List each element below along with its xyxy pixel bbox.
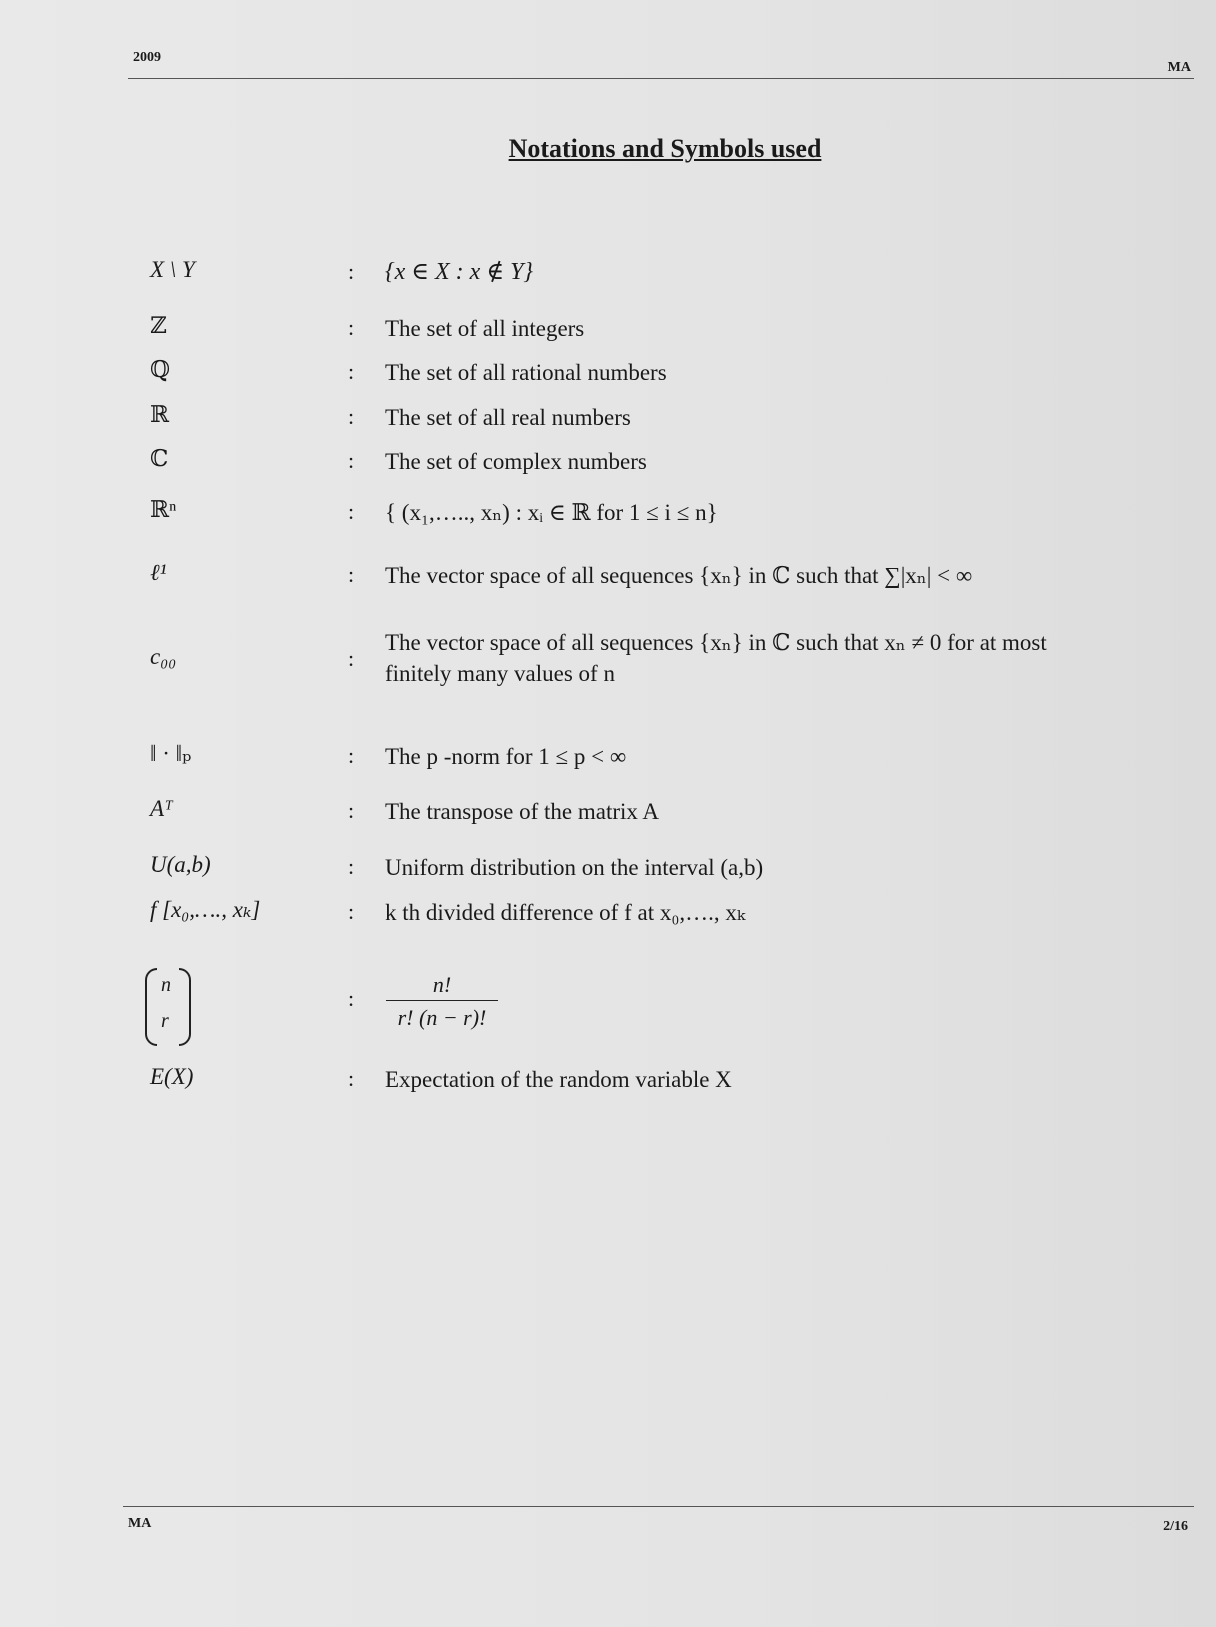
notation-desc: The set of all real numbers — [385, 405, 631, 430]
notation-colon: : — [348, 646, 355, 671]
page-number: 2/16 — [1163, 1519, 1188, 1534]
notation-colon: : — [348, 1066, 355, 1091]
notation-symbol: f [x₀,…., xₖ] — [150, 897, 261, 922]
binomial-fraction — [386, 972, 498, 1031]
notation-symbol: ℚ — [150, 357, 171, 382]
footer-rule — [123, 1506, 1194, 1507]
header-rule — [128, 78, 1194, 79]
notation-symbol: ℝ — [150, 402, 170, 427]
notation-colon: : — [348, 743, 355, 768]
notation-desc: The vector space of all sequences {xₙ} in ℂ such that xₙ ≠ 0 for at most — [385, 630, 1047, 655]
notation-desc: The set of all rational numbers — [385, 360, 667, 385]
fraction-numerator: n! — [386, 972, 498, 1001]
header-paper-code: MA — [1167, 60, 1191, 75]
notation-symbol: ℝⁿ — [150, 497, 177, 522]
notation-desc: The set of complex numbers — [385, 449, 647, 474]
notation-desc: Expectation of the random variable X — [385, 1067, 732, 1092]
binomial-top: n — [161, 974, 171, 996]
notation-desc: Uniform distribution on the interval (a,b) — [385, 855, 764, 880]
notation-symbol: E(X) — [150, 1064, 194, 1089]
notation-colon: : — [348, 562, 355, 587]
notation-colon: : — [348, 798, 355, 823]
notation-desc: The set of all integers — [385, 316, 585, 341]
notation-colon: : — [348, 359, 355, 384]
header-year: 2009 — [133, 50, 161, 65]
footer-paper-code: MA — [128, 1516, 152, 1531]
notation-colon: : — [348, 315, 355, 340]
notation-symbol: c₀₀ — [150, 644, 177, 669]
notation-symbol: U(a,b) — [150, 852, 211, 877]
notation-symbol: ‖ · ‖ₚ — [150, 741, 192, 766]
fraction-denominator: r! (n − r)! — [397, 1005, 487, 1030]
notation-colon: : — [348, 259, 355, 284]
notation-symbol: X \ Y — [150, 257, 195, 282]
notation-symbol: ℂ — [150, 446, 169, 471]
notation-colon: : — [348, 448, 355, 473]
notation-colon: : — [348, 499, 355, 524]
notation-desc: The vector space of all sequences {xₙ} in ℂ such that ∑|xₙ| < ∞ — [385, 563, 973, 588]
notation-symbol: ℤ — [150, 313, 167, 338]
notation-symbol: Aᵀ — [150, 796, 173, 821]
notation-colon: : — [348, 986, 355, 1011]
notation-desc: The transpose of the matrix A — [385, 799, 660, 824]
notation-desc: The p -norm for 1 ≤ p < ∞ — [385, 744, 627, 769]
notation-desc: k th divided difference of f at x₀,…., xₖ — [385, 900, 746, 925]
binomial-right-paren — [179, 968, 191, 1046]
notation-desc: {x ∈ X : x ∉ Y} — [385, 259, 534, 285]
notation-colon: : — [348, 404, 355, 429]
binomial-bottom: r — [161, 1010, 169, 1032]
notation-colon: : — [348, 854, 355, 879]
page-title: Notations and Symbols used — [508, 134, 822, 163]
notation-desc-continued: finitely many values of n — [385, 661, 615, 686]
notation-desc: { (x₁,….., xₙ) : xᵢ ∈ ℝ for 1 ≤ i ≤ n} — [385, 500, 718, 525]
notation-symbol: ℓ¹ — [150, 560, 167, 585]
notation-colon: : — [348, 899, 355, 924]
binomial-left-paren — [145, 968, 157, 1046]
binomial-coefficient — [145, 968, 191, 1046]
